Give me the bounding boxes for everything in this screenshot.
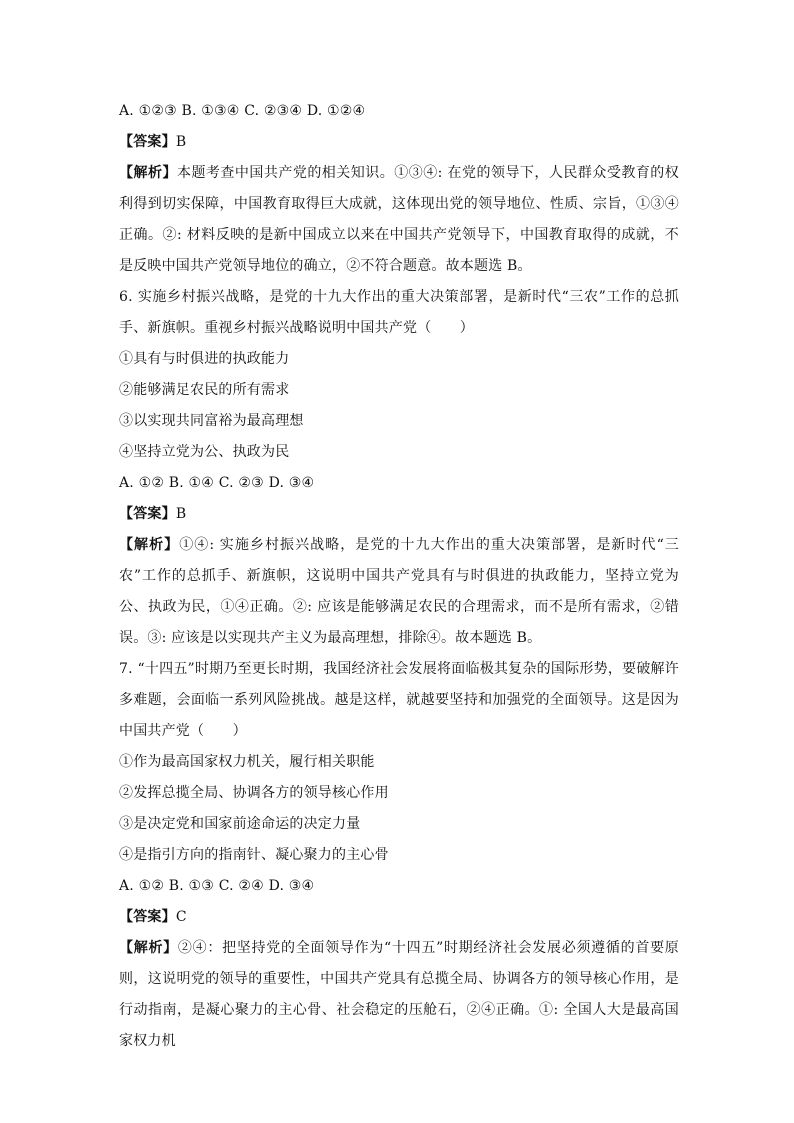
q5-options: A. ①②③ B. ①③④ C. ②③④ D. ①②④: [119, 103, 366, 119]
q7-item: ②发挥总揽全局、协调各方的领导核心作用: [119, 785, 389, 801]
document-page: [119, 96, 679, 1057]
answer-tag: 【答案】: [119, 506, 176, 522]
analysis-tag: 【解析】: [119, 165, 177, 181]
answer-value: C: [175, 909, 187, 925]
q7-options: A. ①② B. ①③ C. ②④ D. ③④: [119, 878, 315, 894]
q7-item: ④是指引方向的指南针、凝心聚力的主心骨: [119, 847, 389, 863]
q7-stem: 7. “十四五”时期乃至更长时期，我国经济社会发展将面临极其复杂的国际形势，要破解许多难题，会面临一系列风险挑战。越是这样，就越要坚持和加强党的全面领导。这是因为中国共产党（ ）: [119, 661, 679, 739]
q7-analysis: [119, 933, 679, 1057]
analysis-tag: 【解析】: [119, 537, 180, 553]
answer-value: B: [175, 134, 187, 150]
answer-value: B: [175, 506, 187, 522]
analysis-tag: 【解析】: [119, 940, 178, 956]
q6-item: ④坚持立党为公、执政为民: [119, 444, 290, 460]
q5-analysis: [119, 158, 679, 282]
q5-answer: [119, 127, 679, 158]
q6-item: ①具有与时俱进的执政能力: [119, 351, 290, 367]
q6-item: ②能够满足农民的所有需求: [119, 382, 290, 398]
analysis-text: 本题考查中国共产党的相关知识。①③④: 在党的领导下，人民群众受教育的权利得到切实保障，中国教育取得巨大成就，这体现出党的领导地位、性质、宗旨，①③④正确。②: 材料反映的是新中国成立以来在中国共产党领导下，中国教育取得的成就，不是反映中国共产党领导地位的确立，②不符合题意。故本题选 B。: [119, 165, 679, 274]
answer-tag: 【答案】: [119, 134, 176, 150]
q6-answer: [119, 499, 679, 530]
q6-item: ③以实现共同富裕为最高理想: [119, 413, 304, 429]
answer-tag: 【答案】: [119, 909, 176, 925]
q6-stem: 6. 实施乡村振兴战略，是党的十九大作出的重大决策部署，是新时代“三农”工作的总抓手、新旗帜。重视乡村振兴战略说明中国共产党（ ）: [119, 289, 679, 336]
q7-item: ①作为最高国家权力机关，履行相关职能: [119, 754, 375, 770]
q6-analysis: [119, 530, 679, 654]
analysis-text: ②④：把坚持党的全面领导作为“十四五”时期经济社会发展必须遵循的首要原则，这说明党的领导的重要性，中国共产党具有总揽全局、协调各方的领导核心作用，是行动指南，是凝心聚力的主心骨、社会稳定的压舱石，②④正确。①: 全国人大是最高国家权力机: [119, 940, 680, 1049]
q7-item: ③是决定党和国家前途命运的决定力量: [119, 816, 361, 832]
q6-options: A. ①② B. ①④ C. ②③ D. ③④: [119, 475, 315, 491]
q7-answer: [119, 902, 679, 933]
analysis-text: ①④: 实施乡村振兴战略，是党的十九大作出的重大决策部署，是新时代“三农”工作的总抓手、新旗帜，这说明中国共产党具有与时俱进的执政能力，坚持立党为公、执政为民，①④正确。②: 应该是能够满足农民的合理需求，而不是所有需求，②错误。③: 应该是以实现共产主义为最高理想，排除④。故本题选 B。: [119, 537, 679, 646]
